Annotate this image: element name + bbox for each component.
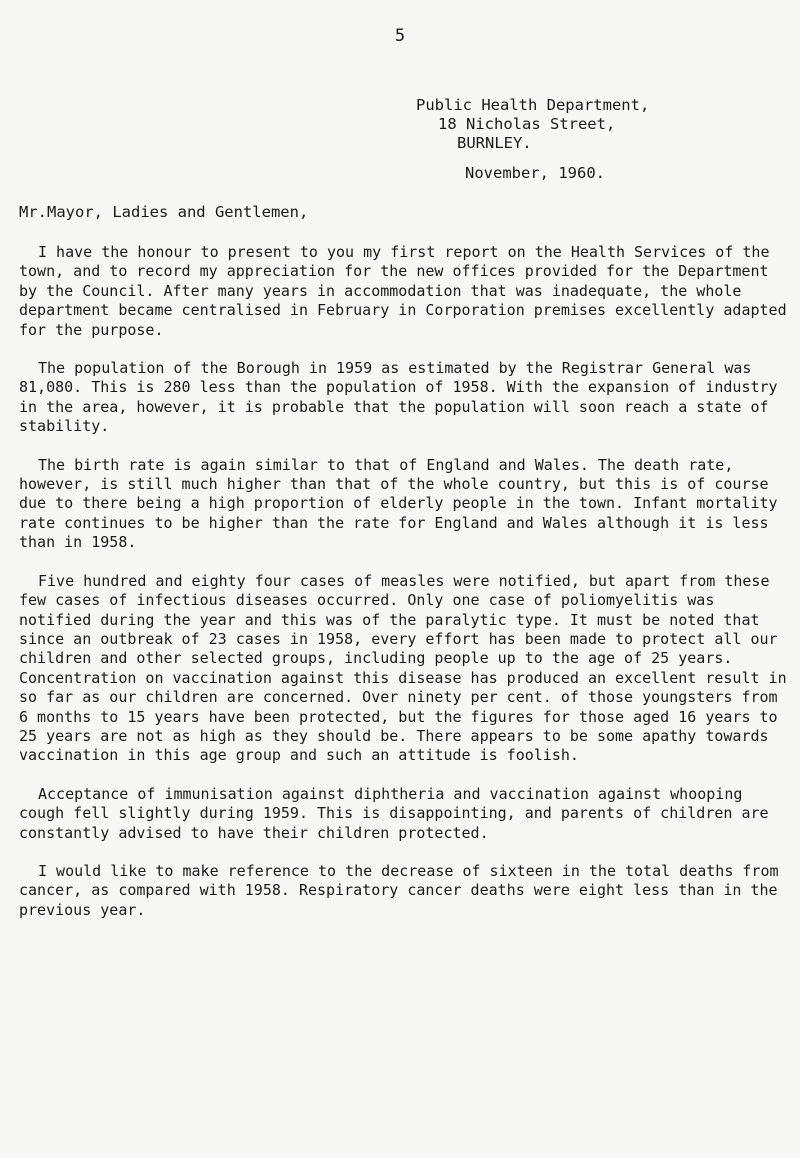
paragraph-introduction: I have the honour to present to you my first report on the Health Services of the town, and to record my appreciation for the new offices provided for the Department by the Council. After many years in accommodation that was inadequate, the whole department became centralised in February in Corporation premises excellently adapted for the purpose. [19,243,787,339]
paragraph-cancer: I would like to make reference to the decrease of sixteen in the total deaths from cancer, as compared with 1958. Respiratory cancer deaths were eight less than in the previous year. [19,861,779,919]
salutation: Mr.Mayor, Ladies and Gentlemen, [19,203,309,221]
address-line-department: Public Health Department, [416,96,650,114]
paragraph-population: The population of the Borough in 1959 as estimated by the Registrar General was 81,080. This is 280 less than the population of 1958. With the expansion of industry in the area, however, it is probable that the population will soon reach a state of stability. [19,359,778,436]
report-date: November, 1960. [465,164,605,182]
address-line-town: BURNLEY. [457,134,532,152]
address-block [416,96,649,153]
paragraph-immunisation: Acceptance of immunisation against diphtheria and vaccination against whooping cough fell slightly during 1959. This is disappointing, and parents of children are constantly advised to have their children protected. [19,784,769,842]
paragraph-infectious-diseases: Five hundred and eighty four cases of measles were notified, but apart from these few cases of infectious diseases occurred. Only one case of poliomyelitis was notified during the year and this was of the paralytic type. It must be noted that since an outbreak of 23 cases in 1958, every effort has been made to protect all our children and other selected groups, including people up to the age of 25 years. Concentration on vaccination against this disease has produced an excellent result in so far as our children are concerned. Over ninety per cent. of those youngsters from 6 months to 15 years have been protected, but the figures for those aged 16 years to 25 years are not as high as they should be. There appears to be some apathy towards vaccination in this age group and such an attitude is foolish. [19,571,787,765]
page-number: 5 [394,26,406,46]
paragraph-birth-death-rates: The birth rate is again similar to that of England and Wales. The death rate, however, is still much higher than that of the whole country, but this is of course due to there being a high proportion of elderly people in the town. Infant mortality rate continues to be higher than the rate for England and Wales although it is less than in 1958. [19,455,778,552]
address-line-street: 18 Nicholas Street, [438,115,616,133]
report-body [19,243,789,939]
